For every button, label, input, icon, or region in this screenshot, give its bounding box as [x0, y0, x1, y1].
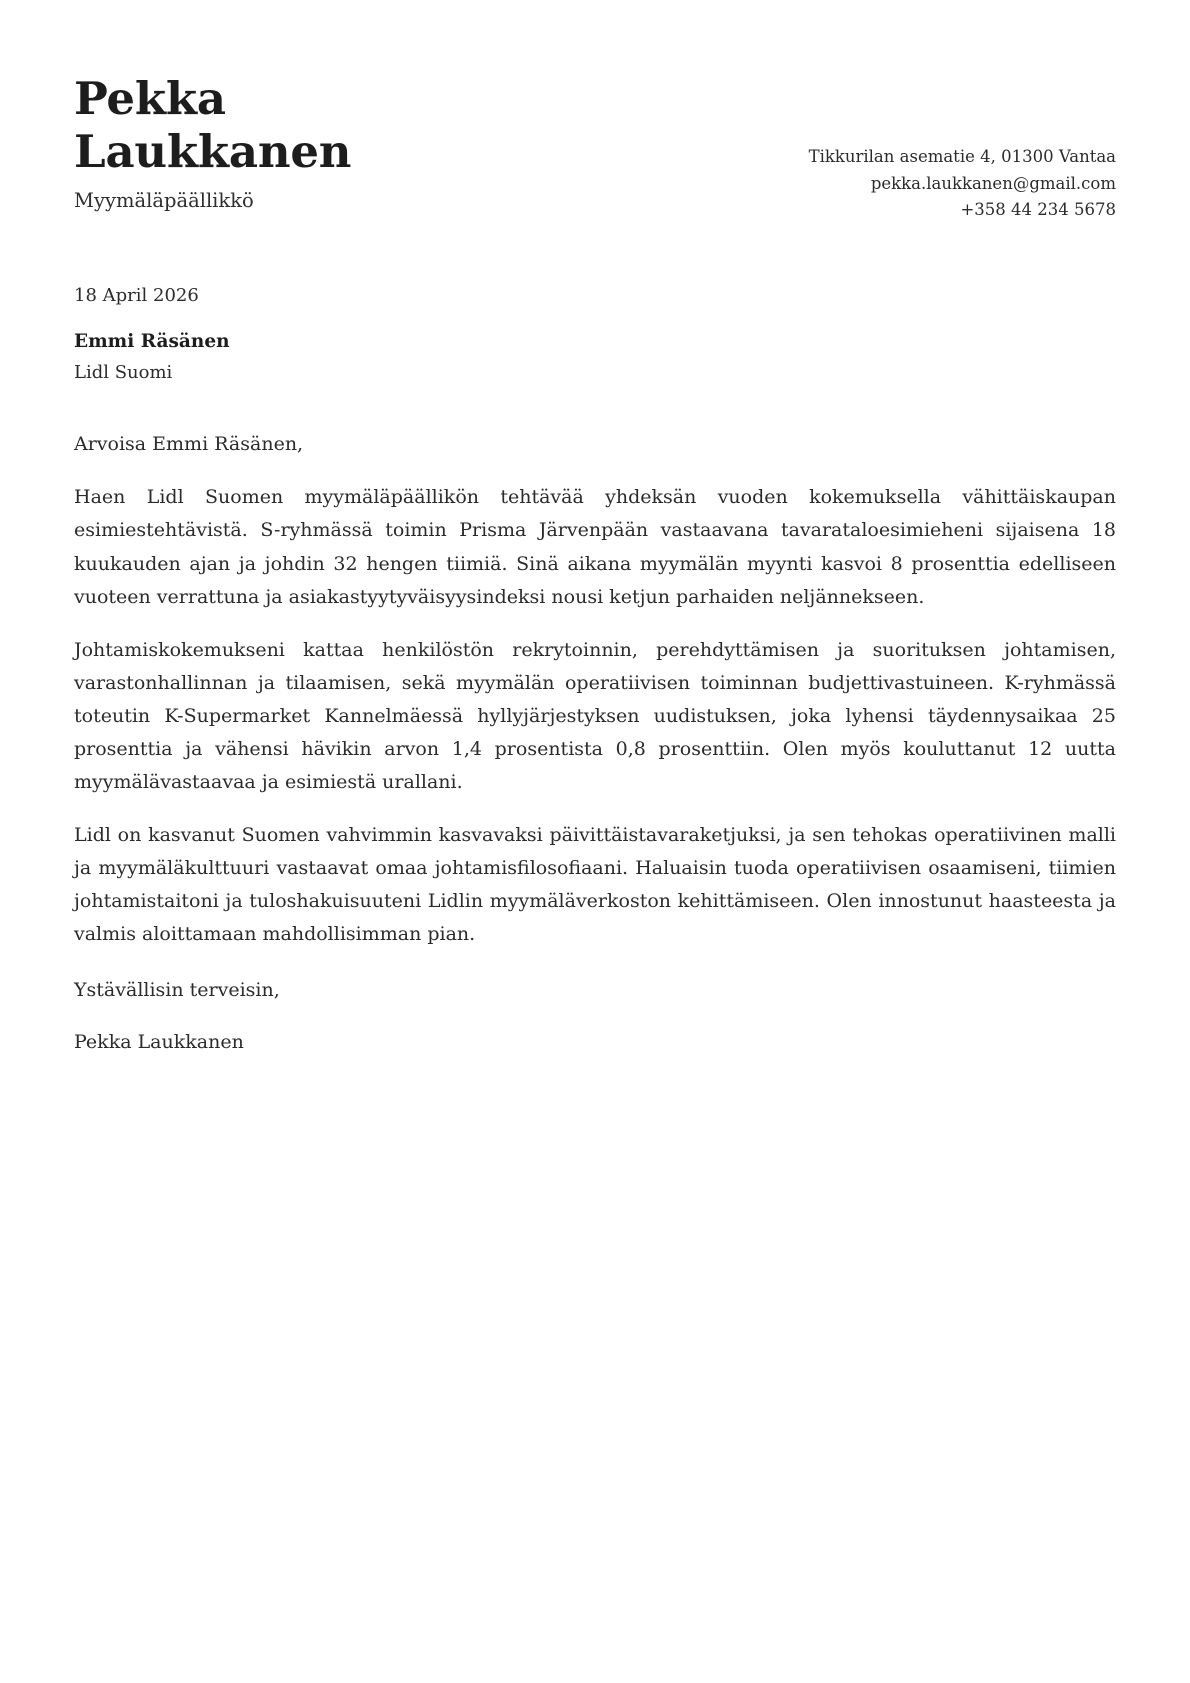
salutation: Arvoisa Emmi Räsänen,: [74, 432, 304, 455]
letter-body: [74, 430, 1116, 1058]
signature-name: Pekka Laukkanen: [74, 1031, 244, 1054]
contact-phone: +358 44 234 5678: [960, 200, 1116, 220]
contact-address: Tikkurilan asematie 4, 01300 Vantaa: [808, 147, 1116, 166]
body-paragraph-1: Haen Lidl Suomen myymäläpäällikön tehtävää yhdeksän vuoden kokemuksella vähittäiskaupan esimiestehtävistä. S-ryhmässä toimin Prisma Järvenpään vastaavana tavarataloesimieheni sijaisena 18 kuukauden ajan ja johdin 32 hengen tiimiä. Sinä aikana myymälän myynti kasvoi 8 prosenttia edelliseen vuoteen verrattuna ja asiakastyytyväisyysindeksi nousi ketjun parhaiden neljännekseen.: [74, 486, 1116, 608]
sender-name-last: Laukkanen: [74, 125, 352, 179]
letter-date: 18 April 2026: [74, 285, 199, 307]
body-paragraph-2: Johtamiskokemukseni kattaa henkilöstön rekrytoinnin, perehdyttämisen ja suorituksen johtamisen, varastonhallinnan ja tilaamisen, sekä myymälän operatiivisen toiminnan budjettivastuineen. K-ryhmässä toteutin K-Supermarket Kannelmäessä hyllyjärjestyksen uudistuksen, joka lyhensi täydennysaikaa 25 prosenttia ja vähensi hävikin arvon 1,4 prosentista 0,8 prosenttiin. Olen myös kouluttanut 12 uutta myymälävastaavaa ja esimiestä urallani.: [74, 638, 1116, 793]
body-paragraph-3: Lidl on kasvanut Suomen vahvimmin kasvavaksi päivittäistavaraketjuksi, ja sen tehokas operatiivinen malli ja myymäläkulttuuri vastaavat omaa johtamisfilosofiaani. Haluaisin tuoda operatiivisen osaamiseni, tiimien johtamistaitoni ja tuloshakuisuuteni Lidlin myymäläverkoston kehittämiseen. Olen innostunut haasteesta ja valmis aloittamaan mahdollisimman pian.: [74, 823, 1116, 945]
sender-identity: [74, 72, 351, 214]
recipient-name: Emmi Räsänen: [74, 331, 230, 353]
sender-name: [74, 72, 351, 178]
contact-email: pekka.laukkanen@gmail.com: [870, 173, 1116, 193]
letter-meta: [74, 282, 1116, 386]
sender-name-first: Pekka: [74, 72, 226, 125]
letter-header: [74, 72, 1116, 224]
recipient-organization: Lidl Suomi: [74, 361, 173, 383]
sender-contact-block: [809, 72, 1116, 224]
closing-salutation: Ystävällisin terveisin,: [74, 979, 280, 1002]
sender-job-title: Myymäläpäällikkö: [74, 189, 254, 213]
